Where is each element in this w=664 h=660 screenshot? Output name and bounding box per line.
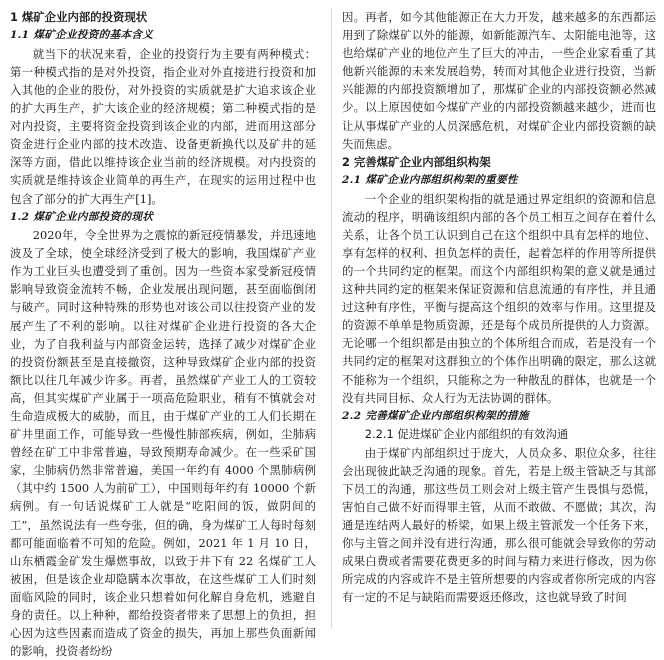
subsection-heading-2-2: 2.2 完善煤矿企业内部组织构架的措施 xyxy=(342,409,529,422)
left-column xyxy=(10,8,316,660)
paragraph-investment-status: 2020年，令全世界为之震惊的新冠疫情暴发，并迅速地波及了全球，使全球经济受到了极大的影响，我国煤矿产业作为工业巨头也遭受到了重创。因为一些资本家受新冠疫情影响导致资金流转不畅，企业发展出现问题，甚至面临倒闭与破产。同时这种特殊的形势也对该公司以往投资产业的发展产生了不利的影响。以往对煤矿企业进行投资的各大企业，为了自我利益与内部资金运转，选择了减少对煤矿企业的投资份额甚至是直接撤资，这种导致煤矿企业内部的投资额比以往几年减少许多。再者，虽然煤矿产业工人的工资较高，但其实煤矿产业属于一项高危险职业，稍有不慎就会对生命造成极大的威胁，而且，由于煤矿产业的工人们长期在矿井里面工作，可能导致一些慢性肺部疾病，例如，尘肺病曾经在矿工中非常普遍，导致预期寿命减少。在一些采矿国家，尘肺病仍然非常普遍，美国一年约有 4000 个黑肺病例（其中约 1500 人为前矿工），中国则每年约有 10000 个新病例。有一句话说煤矿工人就是“吃阳间的饭，做阴间的工”，虽然说法有一些夸张，但的确，身为煤矿工人每时每刻都可能面临着不可知的危险。例如，2021 年 1 月 10 日，山东栖霞金矿发生爆燃事故，以致于井下有 22 名煤矿工人被困，但是该企业却隐瞒本次事故，在这些煤矿工人们时刻面临风险的同时，该企业只想着如何化解自身危机，逃避自身的责任。以上种种，都给投资者带来了思想上的负担，担心因为这些因素而造成了资金的损失，再加上那些负面新闻的影响，投资者纷纷 xyxy=(10,228,316,659)
subsubsection-heading-2-2-1: 2.2.1 促进煤矿企业内部组织的有效沟通 xyxy=(364,427,569,442)
column-divider xyxy=(331,8,332,628)
subsection-heading-1-1: 1.1 煤矿企业投资的基本含义 xyxy=(10,29,154,42)
section-heading-1: 1 煤矿企业内部的投资现状 xyxy=(10,10,148,24)
paragraph-communication: 由于煤矿内部组织过于庞大，人员众多、职位众多，往往会出现彼此缺乏沟通的现象。首先，若是上级主管缺乏与其部下员工的沟通，那这些员工则会对上级主管产生畏惧与恐慌，害怕自己做不好而得罪主管，从而不敢做、不愿做；其次，沟通是连结两人最好的桥梁，如果上级主管派发一个任务下来，你与主管之间并没有进行沟通，那么很可能就会导致你的劳动成果白费或者需要花费更多的时间与精力来进行修改，因为你所完成的内容或许不是主管所想要的内容或者你所完成的内容有一定的不足与缺陷而需要返还修改，这也就导致了时间 xyxy=(342,445,656,605)
paragraph-organization-importance: 一个企业的组织架构指的就是通过界定组织的资源和信息流动的程序，明确该组织内部的各个员工相互之间存在着什么关系，让各个员工认识到自己在这个组织中具有怎样的地位、享有怎样的权利、担负怎样的责任，起着怎样的作用等所提供的一个共同约定的框架。而这个内部组织构架的意义就是通过这种共同约定的框架来保证资源和信息流通的有序性，并且通过这种有序性，平衡与提高这个组织的效率与作用。这里提及的资源不单单是物质资源，还是每个成员所提供的人力资源。无论哪一个组织都是由独立的个体所组合而成，若是没有一个共同约定的框架对这群独立的个体作出明确的限定，那么这就不能称为一个组织，只能称之为一种散乱的群体，也就是一个没有共同目标、众人行为无法协调的群体。 xyxy=(342,191,656,405)
paragraph-continued: 因。再者，如今其他能源正在大力开发，越来越多的东西都运用到了除煤矿以外的能源，如新能源汽车、太阳能电池等，这也给煤矿产业的地位产生了巨大的冲击，一些企业家看重了其他新兴能源的未来发展趋势，转而对其他企业进行投资，当新兴能源的内部投资额增加了，那煤矿企业的内部投资额必然减少。以上原因使如今煤矿产业的内部投资额越来越少，进而也让从事煤矿产业的人员深感危机，对煤矿企业内部投资额的缺失而焦虑。 xyxy=(342,10,656,151)
right-column xyxy=(342,8,656,606)
subsection-heading-1-2: 1.2 煤矿企业内部投资的现状 xyxy=(10,210,154,223)
section-heading-2: 2 完善煤矿企业内部组织构架 xyxy=(342,154,491,169)
subsection-heading-2-1: 2.1 煤矿企业内部组织构架的重要性 xyxy=(342,174,518,187)
paragraph-investment-definition: 就当下的状况来看，企业的投资行为主要有两种模式：第一种模式指的是对外投资，指企业对外直接进行投资和加入其他的企业的股份，对外投资的实质就是扩大追求该企业的扩大再生产，扩大该企业的经济规模；第二种模式指的是对内投资，主要将资金投资到该企业的内部，进而用这部分资金进行企业内部的技术改造、设备更新换代以及矿井的延深等方面，借此以维持该企业当前的经济规模。对内投资的实质就是维持该企业简单的再生产，在现实的运用过程中也包含了部分的扩大再生产[1]。 xyxy=(10,46,316,206)
